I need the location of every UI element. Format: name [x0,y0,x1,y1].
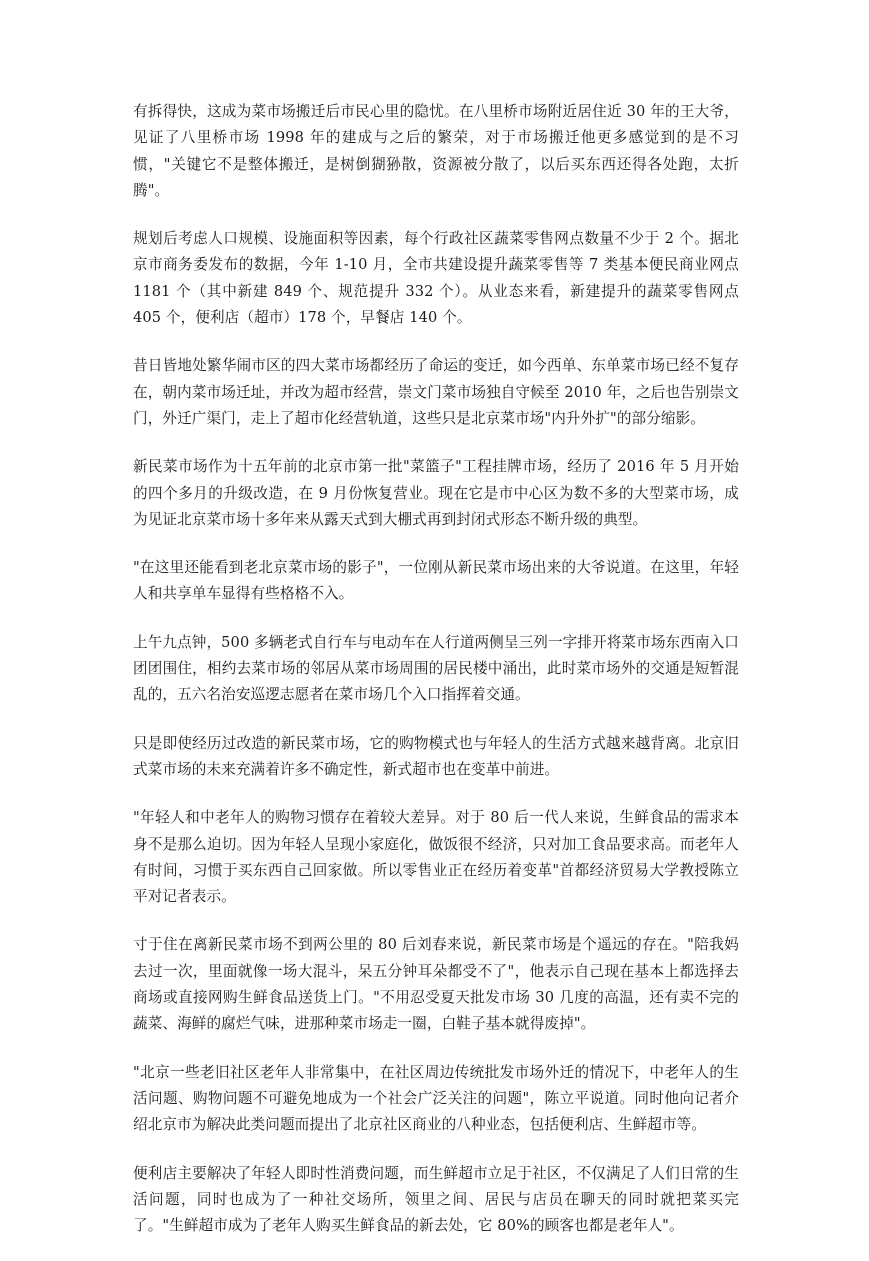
paragraph-7: 只是即使经历过改造的新民菜市场，它的购物模式也与年轻人的生活方式越来越背离。北京旧式菜市场的未来充满着许多不确定性，新式超市也在变革中前进。 [133,734,739,778]
paragraph-6: 上午九点钟，500 多辆老式自行车与电动车在人行道两侧呈三列一字排开将菜市场东西南入口团团围住，相约去菜市场的邻居从菜市场周围的居民楼中涌出，此时菜市场外的交通是短暂混乱的，五六名治安巡逻志愿者在菜市场几个入口指挥着交通。 [133,633,739,704]
paragraph-10: "北京一些老旧社区老年人非常集中，在社区周边传统批发市场外迁的情况下，中老年人的生活问题、购物问题不可避免地成为一个社会广泛关注的问题"，陈立平说道。同时他向记者介绍北京市为解决此类问题而提出了北京社区商业的八种业态，包括便利店、生鲜超市等。 [133,1063,739,1134]
article-body [133,99,739,1261]
paragraph-8: "年轻人和中老年人的购物习惯存在着较大差异。对于 80 后一代人来说，生鲜食品的需求本身不是那么迫切。因为年轻人呈现小家庭化，做饭很不经济，只对加工食品要求高。而老年人有时间，习惯于买东西自己回家做。所以零售业正在经历着变革"首都经济贸易大学教授陈立平对记者表示。 [133,809,739,906]
paragraph-1: 有拆得快，这成为菜市场搬迁后市民心里的隐忧。在八里桥市场附近居住近 30 年的王大爷，见证了八里桥市场 1998 年的建成与之后的繁荣，对于市场搬迁他更多感觉到的是不习惯，"关键它不是整体搬迁，是树倒猢狲散，资源被分散了，以后买东西还得各处跑，太折腾"。 [133,103,739,199]
paragraph-11: 便利店主要解决了年轻人即时性消费问题，而生鲜超市立足于社区，不仅满足了人们日常的生活问题，同时也成为了一种社交场所，领里之间、居民与店员在聊天的同时就把菜买完了。"生鲜超市成为了老年人购买生鲜食品的新去处，它 80%的顾客也都是老年人"。 [133,1164,739,1235]
paragraph-5: "在这里还能看到老北京菜市场的影子"，一位刚从新民菜市场出来的大爷说道。在这里，年轻人和共享单车显得有些格格不入。 [133,559,739,603]
paragraph-3: 昔日皆地处繁华闹市区的四大菜市场都经历了命运的变迁，如今西单、东单菜市场已经不复存在，朝内菜市场迁址，并改为超市经营，崇文门菜市场独自守候至 2010 年，之后也告别崇文门，外迁广渠门，走上了超市化经营轨道，这些只是北京菜市场"内升外扩"的部分缩影。 [133,357,739,427]
paragraph-4: 新民菜市场作为十五年前的北京市第一批"菜篮子"工程挂牌市场，经历了 2016 年 5 月开始的四个多月的升级改造，在 9 月份恢复营业。现在它是市中心区为数不多的大型菜市场，成为见证北京菜市场十多年来从露天式到大棚式再到封闭式形态不断升级的典型。 [133,458,739,528]
paragraph-9: 寸于住在离新民菜市场不到两公里的 80 后刘春来说，新民菜市场是个遥远的存在。"陪我妈去过一次，里面就像一场大混斗，呆五分钟耳朵都受不了"，他表示自己现在基本上都选择去商场或直接网购生鲜食品送货上门。"不用忍受夏天批发市场 30 几度的高温，还有卖不完的蔬菜、海鲜的腐烂气味，进那种菜市场走一圈，白鞋子基本就得废掉"。 [133,936,739,1033]
paragraph-2: 规划后考虑人口规模、设施面积等因素，每个行政社区蔬菜零售网点数量不少于 2 个。据北京市商务委发布的数据，今年 1-10 月，全市共建设提升蔬菜零售等 7 类基本便民商业网点 1181 个（其中新建 849 个、规范提升 332 个）。从业态来看，新建提升的蔬菜零售网点 405 个，便利店（超市）178 个，早餐店 140 个。 [133,230,739,327]
